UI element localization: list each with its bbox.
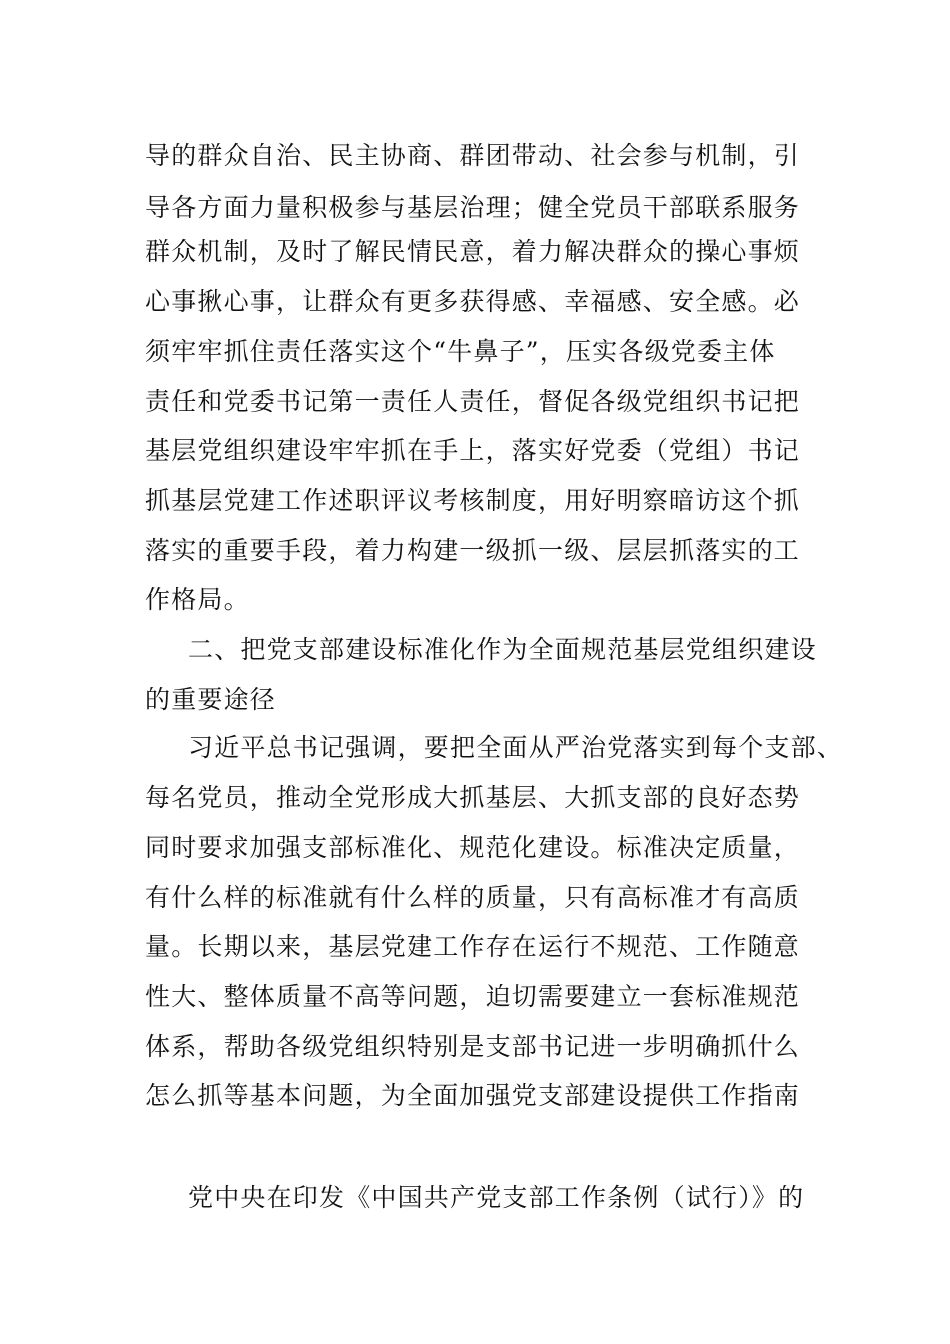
text-line-8: 抓基层党建工作述职评议考核制度，用好明察暗访这个抓	[145, 486, 801, 515]
text-line-19: 体系，帮助各级党组织特别是支部书记进一步明确抓什么	[145, 1032, 801, 1061]
text-line-6: 责任和党委书记第一责任人责任，督促各级党组织书记把	[145, 387, 801, 416]
text-line-2: 导各方面力量积极参与基层治理；健全党员干部联系服务	[145, 193, 801, 222]
text-line-1: 导的群众自治、民主协商、群团带动、社会参与机制，引	[145, 141, 801, 170]
text-line-21: 党中央在印发《中国共产党支部工作条例（试行）》的	[188, 1183, 805, 1212]
text-line-9: 落实的重要手段，着力构建一级抓一级、层层抓落实的工	[145, 536, 801, 565]
text-line-15: 同时要求加强支部标准化、规范化建设。标准决定质量，	[145, 833, 801, 862]
text-line-18: 性大、整体质量不高等问题，迫切需要建立一套标准规范	[145, 982, 801, 1011]
section-heading-line-1: 二、把党支部建设标准化作为全面规范基层党组织建设	[188, 635, 817, 664]
text-line-14: 每名党员，推动全党形成大抓基层、大抓支部的良好态势	[145, 783, 801, 812]
text-line-20: 怎么抓等基本问题，为全面加强党支部建设提供工作指南	[145, 1081, 801, 1110]
text-line-10: 作格局。	[145, 585, 250, 614]
text-line-17: 量。长期以来，基层党建工作存在运行不规范、工作随意	[145, 932, 801, 961]
text-line-16: 有什么样的标准就有什么样的质量，只有高标准才有高质	[145, 883, 801, 912]
text-line-7: 基层党组织建设牢牢抓在手上，落实好党委（党组）书记	[145, 436, 801, 465]
text-line-3: 群众机制，及时了解民情民意，着力解决群众的操心事烦	[145, 237, 801, 266]
section-heading-line-2: 的重要途径	[145, 685, 277, 714]
text-line-4: 心事揪心事，让群众有更多获得感、幸福感、安全感。必	[145, 287, 801, 316]
text-line-13: 习近平总书记强调，要把全面从严治党落实到每个支部、	[188, 733, 844, 762]
text-line-5: 须牢牢抓住责任落实这个“牛鼻子”，压实各级党委主体	[145, 337, 776, 366]
